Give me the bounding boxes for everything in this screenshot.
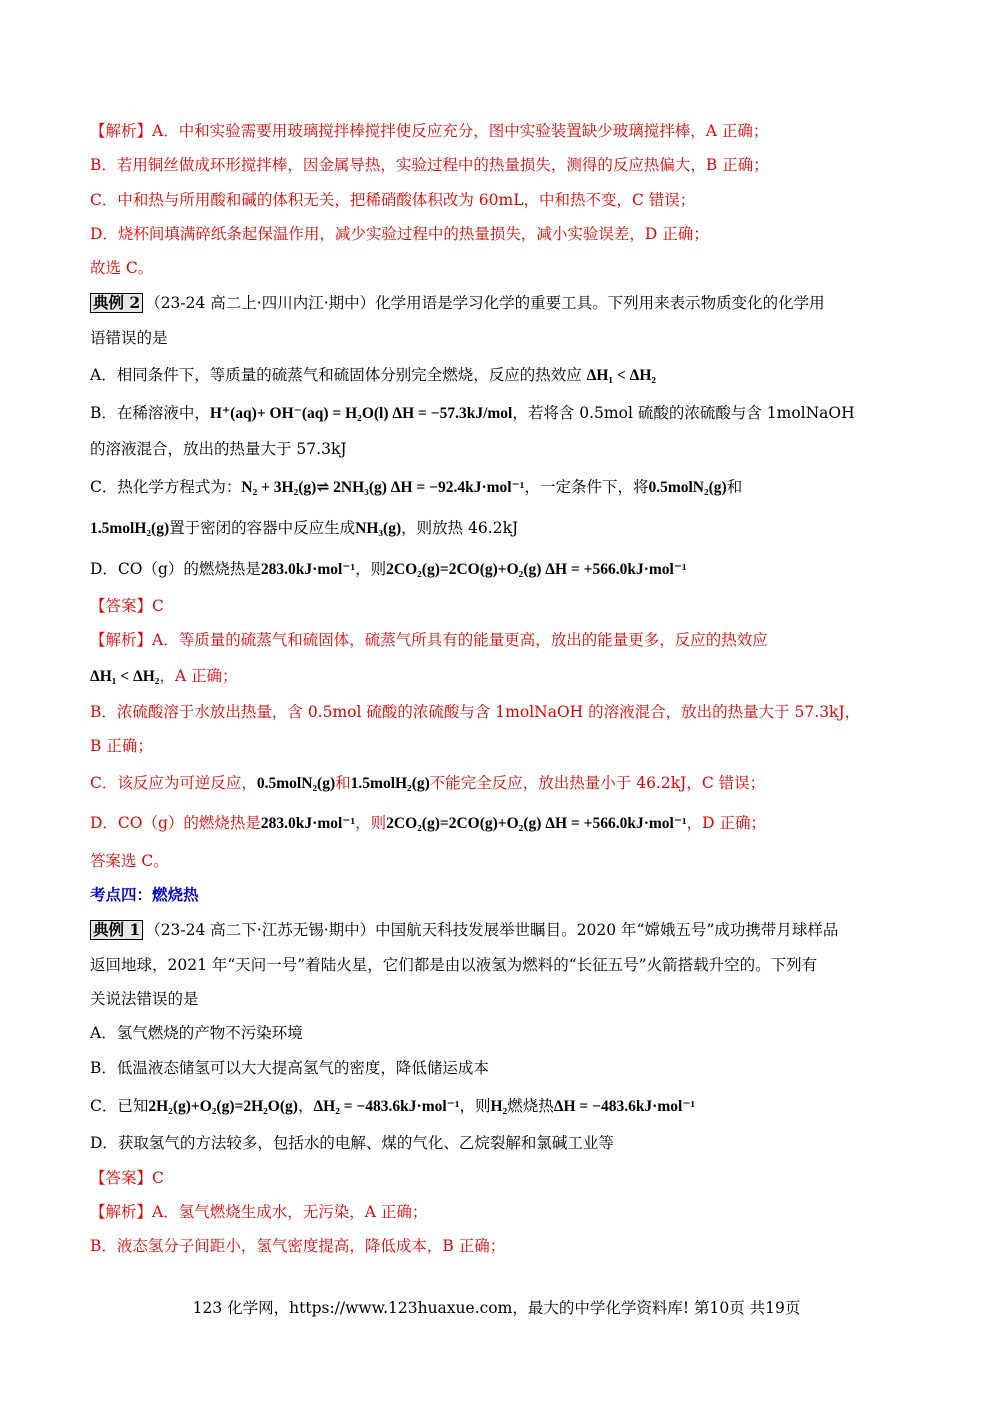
example1-option-a: A．氢气燃烧的产物不污染环境 bbox=[90, 1024, 303, 1042]
analysis-d-text-post: ，D 正确； bbox=[686, 814, 767, 832]
analysis-c-text-post: 不能完全反应，放出热量小于 46.2kJ，C 错误； bbox=[429, 774, 766, 792]
section-heading: 考点四：燃烧热 bbox=[90, 885, 199, 904]
option-c2-formula2: NH₃(g) bbox=[355, 520, 402, 537]
example1-question-text: （23-24 高二下·江苏无锡·期中）中国航天科技发展举世瞩目。2020 年“嫦娥五号”成功携带月球样品 bbox=[145, 921, 839, 939]
ex1-option-c-formula1: 2H₂(g)+O₂(g)=2H₂O(g) bbox=[148, 1098, 298, 1115]
analysis-c-formula1: 0.5molN₂(g) bbox=[256, 775, 336, 792]
option-c-formula2: 0.5molN₂(g) bbox=[648, 479, 727, 496]
example1-question-line2: 返回地球，2021 年“天问一号”着陆火星，它们都是由以液氢为燃料的“长征五号”火箭搭载升空的。下列有 bbox=[90, 956, 818, 974]
option-b-text-post: ，若将含 0.5mol 硫酸的浓硫酸与含 1molNaOH bbox=[512, 404, 855, 422]
analysis-d: D．烧杯间填满碎纸条起保温作用，减少实验过程中的热量损失，减小实验误差，D 正确； bbox=[90, 225, 709, 243]
ex1-option-c-formula4: ΔH = −483.6kJ·mol⁻¹ bbox=[553, 1098, 696, 1115]
example2-analysis-b-line2: B 正确； bbox=[90, 737, 153, 755]
example2-option-a bbox=[90, 364, 933, 387]
example1-question-line1 bbox=[90, 919, 933, 941]
example1-tag: 典例 1 bbox=[90, 920, 143, 940]
analysis-d-formula1: 283.0kJ·mol⁻¹ bbox=[260, 815, 356, 832]
example2-option-d bbox=[90, 558, 933, 581]
example2-analysis-b: B．浓硫酸溶于水放出热量，含 0.5mol 硫酸的浓硫酸与含 1molNaOH 的溶液混合，放出的热量大于 57.3kJ， bbox=[90, 703, 861, 721]
example2-option-b bbox=[90, 402, 933, 425]
option-a-formula: ΔH₁ < ΔH₂ bbox=[586, 367, 657, 384]
example1-option-b: B．低温液态储氢可以大大提高氢气的密度，降低储运成本 bbox=[90, 1059, 489, 1077]
option-d-text: D．CO（g）的燃烧热是 bbox=[90, 560, 261, 578]
example2-option-c bbox=[90, 476, 933, 499]
option-a-text: A．相同条件下，等质量的硫蒸气和硫固体分别完全燃烧，反应的热效应 bbox=[90, 366, 582, 384]
example2-tag: 典例 2 bbox=[90, 293, 143, 313]
example1-question-line3: 关说法错误的是 bbox=[90, 990, 199, 1008]
example2-question-line1 bbox=[90, 292, 933, 314]
option-c2-text-post: ，则放热 46.2kJ bbox=[401, 519, 519, 537]
ex1-option-c-text-mid: ，则 bbox=[459, 1097, 491, 1115]
analysis-c-text-mid: 和 bbox=[335, 774, 351, 792]
analysis-d-text: D．CO（g）的燃烧热是 bbox=[90, 814, 261, 832]
option-c-text-post: 和 bbox=[726, 478, 743, 496]
example1-answer: 【答案】C bbox=[90, 1169, 164, 1187]
option-d-text-mid: ，则 bbox=[355, 560, 387, 578]
option-c2-text: 置于密闭的容器中反应生成 bbox=[169, 519, 356, 537]
option-b-text: B．在稀溶液中， bbox=[90, 404, 210, 422]
example2-option-c-line2 bbox=[90, 517, 933, 540]
option-c-text-mid: ，一定条件下，将 bbox=[524, 478, 649, 496]
option-c-text: C．热化学方程式为： bbox=[90, 478, 242, 496]
example2-analysis-a-line2 bbox=[90, 665, 933, 688]
ex1-option-c-text-mid2: 燃烧热 bbox=[507, 1097, 554, 1115]
example2-question-text: （23-24 高二上·四川内江·期中）化学用语是学习化学的重要工具。下列用来表示物质变化的化学用 bbox=[145, 294, 825, 312]
example2-option-b-line2: 的溶液混合，放出的热量大于 57.3kJ bbox=[90, 440, 347, 458]
analysis-a-formula: ΔH₁ < ΔH₂ bbox=[90, 668, 160, 685]
example1-analysis-b: B．液态氢分子间距小，氢气密度提高，降低成本，B 正确； bbox=[90, 1237, 506, 1255]
analysis-b: B．若用铜丝做成环形搅拌棒，因金属导热，实验过程中的热量损失，测得的反应热偏大，B 正确； bbox=[90, 156, 769, 174]
analysis-d-formula2: 2CO₂(g)=2CO(g)+O₂(g) ΔH = +566.0kJ·mol⁻¹ bbox=[386, 815, 687, 832]
ex1-option-c-formula2: ΔH₂ = −483.6kJ·mol⁻¹ bbox=[313, 1098, 460, 1115]
example1-option-c bbox=[90, 1095, 933, 1118]
example2-answer: 【答案】C bbox=[90, 597, 164, 615]
analysis-c-text: C．该反应为可逆反应， bbox=[90, 774, 257, 792]
example2-analysis-d bbox=[90, 812, 933, 835]
analysis-a-text-post: ，A 正确； bbox=[159, 667, 238, 685]
option-c2-formula: 1.5molH₂(g) bbox=[90, 520, 170, 537]
analysis-d-text-mid: ，则 bbox=[355, 814, 387, 832]
ex1-option-c-formula3: H₂ bbox=[490, 1098, 508, 1115]
page-footer: 123 化学网，https://www.123huaxue.com，最大的中学化学资料库! 第10页 共19页 bbox=[192, 1299, 801, 1317]
ex1-option-c-text: C．已知 bbox=[90, 1097, 149, 1115]
analysis-c-formula2: 1.5molH₂(g) bbox=[350, 775, 430, 792]
option-b-formula: H⁺(aq)+ OH⁻(aq) = H₂O(l) ΔH = −57.3kJ/mol bbox=[209, 405, 513, 422]
option-c-formula: N₂ + 3H₂(g)⇌ 2NH₃(g) ΔH = −92.4kJ·mol⁻¹ bbox=[241, 479, 525, 496]
analysis-c: C．中和热与所用酸和碱的体积无关，把稀硝酸体积改为 60mL，中和热不变，C 错误； bbox=[90, 191, 696, 209]
example1-analysis-a: 【解析】A．氢气燃烧生成水，无污染，A 正确； bbox=[90, 1203, 428, 1221]
analysis-conclusion: 故选 C。 bbox=[90, 259, 154, 277]
option-d-formula2: 2CO₂(g)=2CO(g)+O₂(g) ΔH = +566.0kJ·mol⁻¹ bbox=[386, 561, 687, 578]
example2-analysis-a: 【解析】A．等质量的硫蒸气和硫固体，硫蒸气所具有的能量更高，放出的能量更多，反应的热效应 bbox=[90, 631, 768, 649]
option-d-formula1: 283.0kJ·mol⁻¹ bbox=[260, 561, 356, 578]
example2-analysis-c bbox=[90, 772, 933, 795]
analysis-a: 【解析】A．中和实验需要用玻璃搅拌棒搅拌使反应充分，图中实验装置缺少玻璃搅拌棒，A 正确； bbox=[90, 122, 769, 140]
example2-question-line2: 语错误的是 bbox=[90, 329, 168, 347]
example2-analysis-conclusion: 答案选 C。 bbox=[90, 852, 169, 870]
ex1-option-c-sep: ， bbox=[297, 1097, 314, 1115]
example1-option-d: D．获取氢气的方法较多，包括水的电解、煤的气化、乙烷裂解和氯碱工业等 bbox=[90, 1134, 614, 1152]
